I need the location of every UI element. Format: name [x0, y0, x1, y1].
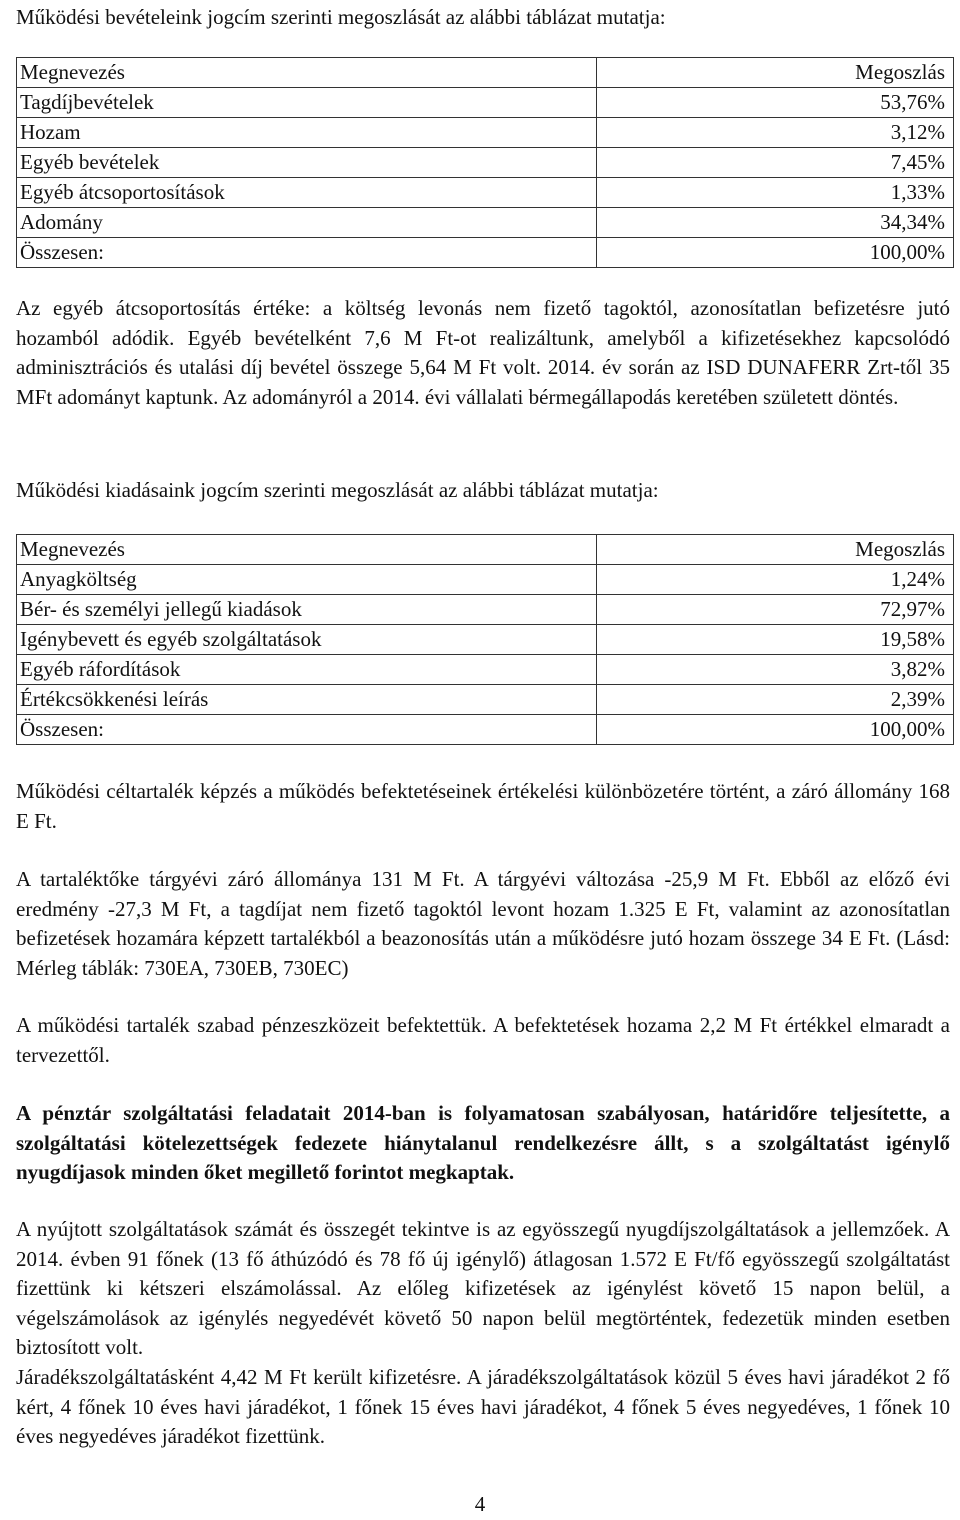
- row-value: 3,82%: [597, 655, 954, 685]
- row-name: Anyagköltség: [17, 565, 597, 595]
- row-value: 53,76%: [597, 88, 954, 118]
- revenue-note-paragraph: Az egyéb átcsoportosítás értéke: a költség levonás nem fizető tagoktól, azonosítatlan befizetésre jutó hozamból adódik. Egyéb bevételként 7,6 M Ft-ot realizáltunk, amelyből a kifizetésekhez kapcsolódó adminisztrációs és utalási díj bevétel összege 5,64 M Ft volt. 2014. év során az ISD DUNAFERR Zrt-től 35 MFt adományt kaptunk. Az adományról a 2014. évi vállalati bérmegállapodás keretében született döntés.: [16, 296, 950, 409]
- row-value: 2,39%: [597, 685, 954, 715]
- row-name: Egyéb ráfordítások: [17, 655, 597, 685]
- header-value: Megoszlás: [597, 58, 954, 88]
- row-name: Hozam: [17, 118, 597, 148]
- services-paragraph: A nyújtott szolgáltatások számát és összegét tekintve is az egyösszegű nyugdíjszolgáltatások a jellemzőek. A 2014. évben 91 főnek (13 fő áthúzódó és 78 fő új igénylő) átlagosan 1.572 E Ft/fő egyösszegű szolgáltatást fizettünk ki kétszeri elszámolással. Az előleg kifizetések az igénylést követő 15 napon belül, a végelszámolások az igénylés negyedévét követő 50 napon belül megtörténtek, fedezetük minden esetben biztosított volt.: [16, 1217, 950, 1359]
- table-total-row: [17, 715, 954, 745]
- expense-intro: Működési kiadásaink jogcím szerinti megoszlását az alábbi táblázat mutatja:: [16, 478, 659, 502]
- revenue-table: [16, 57, 954, 268]
- table-total-row: [17, 238, 954, 268]
- table-header-row: [17, 58, 954, 88]
- total-name: Összesen:: [17, 238, 597, 268]
- row-name: Igénybevett és egyéb szolgáltatások: [17, 625, 597, 655]
- row-value: 7,45%: [597, 148, 954, 178]
- row-name: Tagdíjbevételek: [17, 88, 597, 118]
- table-row: [17, 88, 954, 118]
- header-name: Megnevezés: [17, 58, 597, 88]
- capital-paragraph: A tartaléktőke tárgyévi záró állománya 131 M Ft. A tárgyévi változása -25,9 M Ft. Ebből az előző évi eredmény -27,3 M Ft, a tagdíjat nem fizető tagoktól levont hozam 1.325 E Ft, valamint az azonosítatlan befizetések hozamára képzett tartalékból a beazonosítás után a működésre jutó hozam összege 34 E Ft. (Lásd: Mérleg táblák: 730EA, 730EB, 730EC): [16, 867, 950, 980]
- table-row: [17, 595, 954, 625]
- table-row: [17, 655, 954, 685]
- total-value: 100,00%: [597, 238, 954, 268]
- annuity-paragraph: Járadékszolgáltatásként 4,42 M Ft került kifizetésre. A járadékszolgáltatások közül 5 éves havi járadékot 2 fő kért, 4 főnek 10 éves havi járadékot, 1 főnek 15 éves havi járadékot, 4 főnek 5 éves negyedéves, 1 főnek 10 éves negyedéves járadékot fizettünk.: [16, 1365, 950, 1448]
- row-name: Egyéb átcsoportosítások: [17, 178, 597, 208]
- investment-paragraph: A működési tartalék szabad pénzeszközeit befektettük. A befektetések hozama 2,2 M Ft értékkel elmaradt a tervezettől.: [16, 1013, 950, 1067]
- row-value: 72,97%: [597, 595, 954, 625]
- table-row: [17, 565, 954, 595]
- table-header-row: [17, 535, 954, 565]
- row-value: 19,58%: [597, 625, 954, 655]
- row-value: 3,12%: [597, 118, 954, 148]
- row-value: 34,34%: [597, 208, 954, 238]
- table-row: [17, 685, 954, 715]
- row-name: Adomány: [17, 208, 597, 238]
- table-row: [17, 208, 954, 238]
- table-row: [17, 625, 954, 655]
- page-number: 4: [474, 1492, 486, 1516]
- row-name: Bér- és személyi jellegű kiadások: [17, 595, 597, 625]
- total-name: Összesen:: [17, 715, 597, 745]
- revenue-intro: Működési bevételeink jogcím szerinti megoszlását az alábbi táblázat mutatja:: [16, 5, 666, 29]
- reserve-paragraph: Működési céltartalék képzés a működés befektetéseinek értékelési különbözetére történt, a záró állomány 168 E Ft.: [16, 779, 950, 833]
- row-value: 1,33%: [597, 178, 954, 208]
- table-row: [17, 178, 954, 208]
- row-name: Egyéb bevételek: [17, 148, 597, 178]
- table-row: [17, 148, 954, 178]
- row-name: Értékcsökkenési leírás: [17, 685, 597, 715]
- expense-table: [16, 534, 954, 745]
- bold-statement-paragraph: A pénztár szolgáltatási feladatait 2014-ban is folyamatosan szabályosan, határidőre teljesítette, a szolgáltatási kötelezettségek fedezete hiánytalanul rendelkezésre állt, s a szolgáltatást igénylő nyugdíjasok minden őket megillető forintot megkaptak.: [16, 1101, 950, 1184]
- header-value: Megoszlás: [597, 535, 954, 565]
- table-row: [17, 118, 954, 148]
- header-name: Megnevezés: [17, 535, 597, 565]
- total-value: 100,00%: [597, 715, 954, 745]
- row-value: 1,24%: [597, 565, 954, 595]
